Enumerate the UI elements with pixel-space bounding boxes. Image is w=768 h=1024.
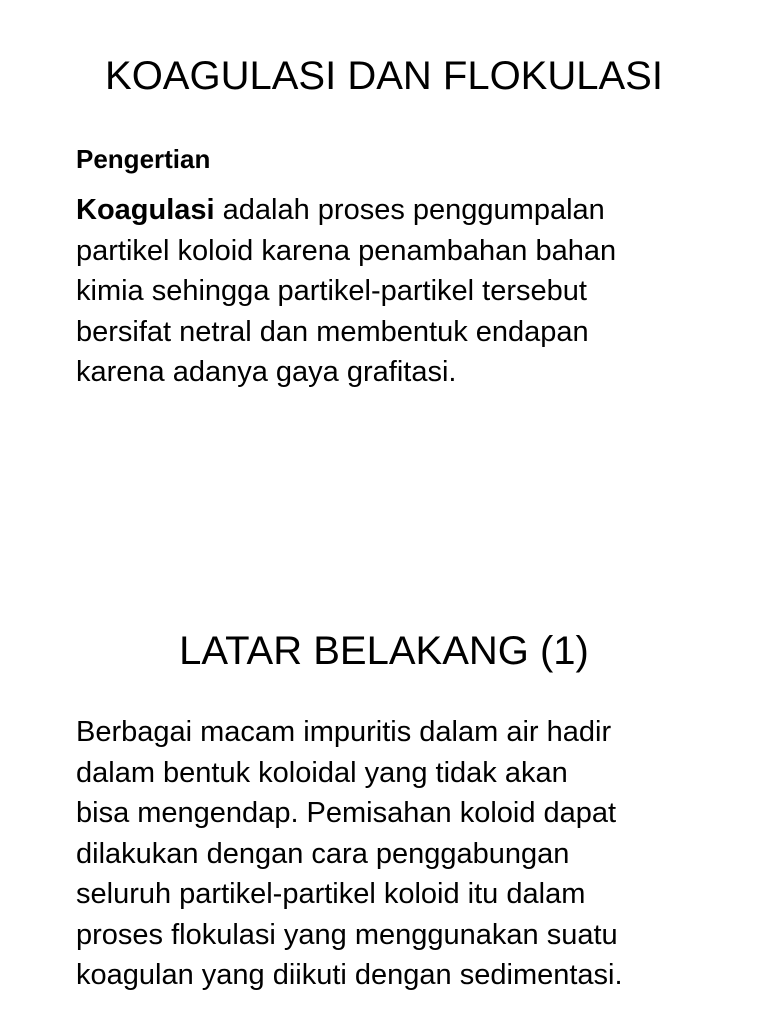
definition-paragraph [76,190,736,393]
paragraph-line: proses flokulasi yang menggunakan suatu [76,918,618,951]
paragraph-line: Berbagai macam impuritis dalam air hadir [76,716,612,748]
line-text: adalah proses penggumpalan [214,194,605,226]
paragraph-line: dilakukan dengan cara penggabungan [76,837,570,870]
slide-latar-belakang [0,512,768,1024]
paragraph-line: dalam bentuk koloidal yang tidak akan [76,756,568,789]
paragraph-line: partikel koloid karena penambahan bahan [76,234,617,267]
paragraph-line: karena adanya gaya grafitasi. [76,356,457,388]
paragraph-line: koagulan yang diikuti dengan sedimentasi. [76,959,623,991]
defined-term: Koagulasi [76,194,215,226]
paragraph-line [76,190,736,231]
slide-title: LATAR BELAKANG (1) [179,629,589,673]
paragraph-line: bisa mengendap. Pemisahan koloid dapat [76,797,617,829]
background-paragraph [76,712,736,996]
slide-title: KOAGULASI DAN FLOKULASI [105,54,663,98]
paragraph-line: bersifat netral dan membentuk endapan [76,315,589,348]
paragraph-line: seluruh partikel-partikel koloid itu dalam [76,878,586,910]
section-heading: Pengertian [76,144,211,174]
paragraph-line: kimia sehingga partikel-partikel tersebut [76,275,587,307]
